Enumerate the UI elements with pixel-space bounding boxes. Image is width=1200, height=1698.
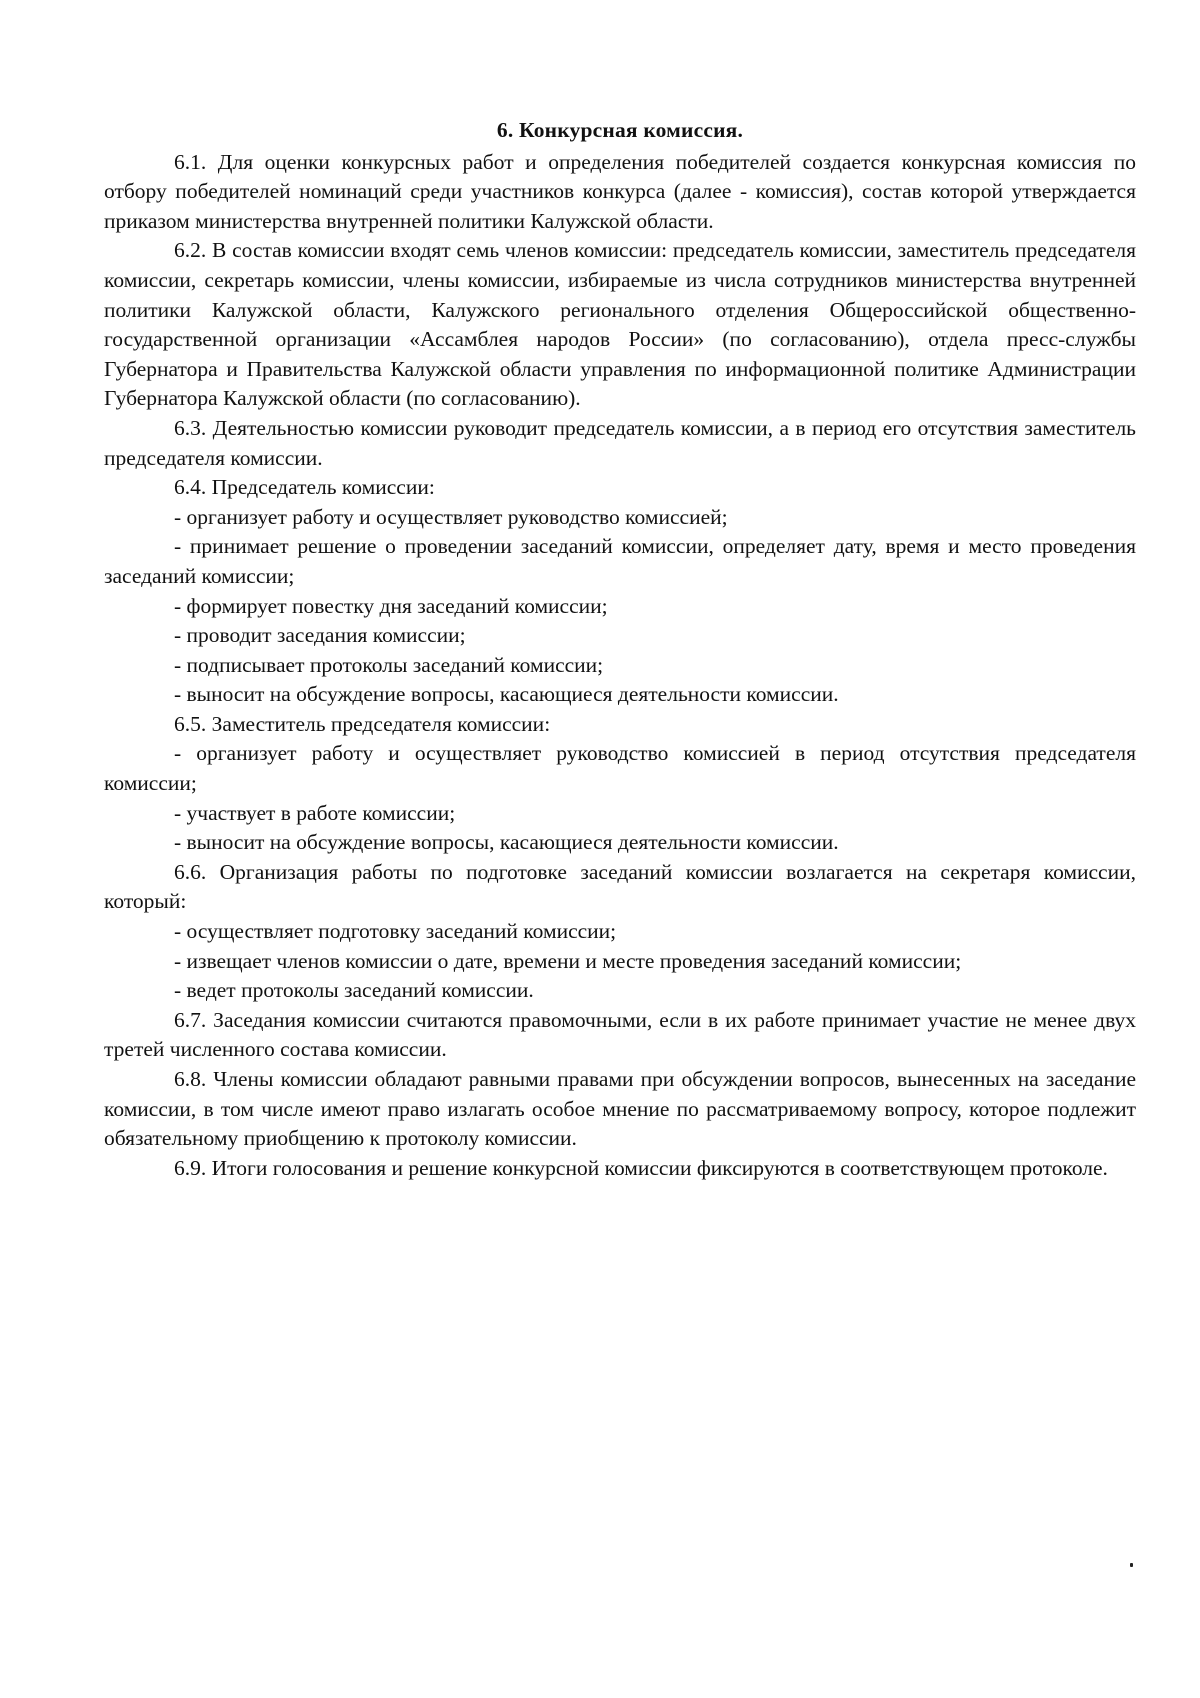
clause-6-9: 6.9. Итоги голосования и решение конкурсной комиссии фиксируются в соответствующем протоколе. — [174, 1155, 1108, 1180]
list-item: - извещает членов комиссии о дате, времени и месте проведения заседаний комиссии; — [174, 948, 962, 973]
list-item: - выносит на обсуждение вопросы, касающиеся деятельности комиссии. — [174, 830, 839, 855]
clause-6-1: 6.1. Для оценки конкурсных работ и определения победителей создается конкурсная комиссия по отбору победителей номинаций среди участников конкурса (далее - комиссия), состав которой утверждается приказом министерства внутренней политики Калужской области. — [104, 149, 1136, 233]
clause-6-8: 6.8. Члены комиссии обладают равными правами при обсуждении вопросов, вынесенных на заседание комиссии, в том числе имеют право излагать особое мнение по рассматриваемому вопросу, которое подлежит обязательному приобщению к протоколу комиссии. — [104, 1067, 1136, 1151]
list-item: - принимает решение о проведении заседаний комиссии, определяет дату, время и место проведения заседаний комиссии; — [104, 534, 1136, 588]
list-item: - выносит на обсуждение вопросы, касающиеся деятельности комиссии. — [174, 682, 839, 707]
document-body — [104, 116, 1136, 1183]
clause-6-3: 6.3. Деятельностью комиссии руководит председатель комиссии, а в период его отсутствия заместитель председателя комиссии. — [104, 415, 1136, 470]
list-item: - осуществляет подготовку заседаний комиссии; — [174, 919, 617, 944]
clause-6-5: 6.5. Заместитель председателя комиссии: — [174, 711, 551, 736]
list-item: - проводит заседания комиссии; — [174, 623, 466, 648]
list-item: - организует работу и осуществляет руководство комиссией; — [174, 504, 728, 529]
list-item: - ведет протоколы заседаний комиссии. — [174, 978, 534, 1003]
list-item: - участвует в работе комиссии; — [174, 800, 456, 825]
clause-6-7: 6.7. Заседания комиссии считаются правомочными, если в их работе принимает участие не менее двух третей численного состава комиссии. — [104, 1007, 1136, 1062]
list-item: - организует работу и осуществляет руководство комиссией в период отсутствия председателя комиссии; — [104, 741, 1136, 796]
clause-6-6: 6.6. Организация работы по подготовке заседаний комиссии возлагается на секретаря комиссии, который: — [104, 859, 1136, 914]
section-title: 6. Конкурсная комиссия. — [496, 118, 744, 142]
clause-6-2: 6.2. В состав комиссии входят семь членов комиссии: председатель комиссии, заместитель председателя комиссии, секретарь комиссии, члены комиссии, избираемые из числа сотрудников министерства внутренней политики Калужской области, Калужского регионального отделения Общероссийской общественно-государственной организации «Ассамблея народов России» (по согласованию), отдела пресс-службы Губернатора и Правительства Калужской области управления по информационной политике Администрации Губернатора Калужской области (по согласованию). — [104, 238, 1136, 411]
clause-6-4: 6.4. Председатель комиссии: — [174, 475, 435, 500]
list-item: - подписывает протоколы заседаний комиссии; — [174, 652, 604, 677]
list-item: - формирует повестку дня заседаний комиссии; — [174, 593, 608, 618]
scan-speck-mark — [1130, 1563, 1133, 1567]
